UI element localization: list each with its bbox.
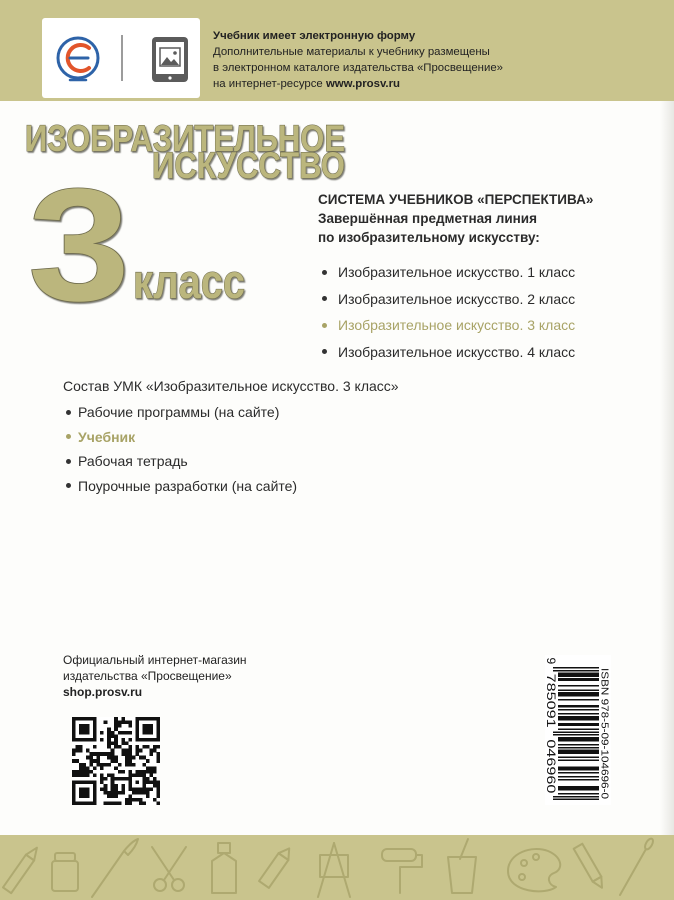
ebook-info-line-3-prefix: на интернет-ресурсе bbox=[213, 78, 323, 90]
bullet bbox=[66, 483, 71, 488]
palette-icon bbox=[508, 849, 560, 891]
list-item-label: Изобразительное искусство. 3 класс bbox=[338, 317, 576, 333]
barcode-bar bbox=[553, 796, 599, 797]
barcode-bar bbox=[558, 695, 599, 696]
series-block bbox=[318, 190, 658, 365]
barcode-bar bbox=[558, 772, 599, 773]
list-item bbox=[318, 339, 658, 366]
pencil-icon bbox=[3, 845, 41, 893]
barcode-bar bbox=[558, 779, 599, 780]
bullet bbox=[322, 323, 327, 328]
brush-icon bbox=[92, 839, 138, 897]
series-subheading-1: Завершённая предметная линия bbox=[318, 211, 537, 226]
barcode-bar bbox=[558, 674, 599, 675]
roller-icon bbox=[382, 849, 422, 893]
pencil-icon bbox=[574, 844, 607, 891]
logo-card bbox=[42, 18, 200, 98]
barcode-bar bbox=[558, 738, 599, 739]
barcode bbox=[545, 655, 611, 805]
barcode-bar bbox=[558, 768, 599, 769]
barcode-bar bbox=[558, 766, 599, 767]
barcode-bar bbox=[558, 751, 599, 752]
barcode-bar bbox=[558, 689, 599, 690]
cup-icon bbox=[448, 839, 476, 893]
barcode-bar bbox=[558, 692, 599, 693]
cover-edge-shadow bbox=[660, 101, 674, 835]
grade-word: класс bbox=[133, 256, 245, 309]
bullet bbox=[322, 349, 327, 354]
grade-number: 3 bbox=[28, 155, 130, 310]
barcode-bar bbox=[558, 719, 599, 720]
prosveshchenie-logo-icon bbox=[58, 38, 98, 80]
easel-icon bbox=[318, 843, 350, 897]
barcode-bar bbox=[558, 673, 599, 674]
barcode-bar bbox=[553, 731, 599, 732]
barcode-bar bbox=[558, 752, 599, 753]
ebook-info-line-1: Дополнительные материалы к учебнику размещены bbox=[213, 46, 490, 58]
barcode-bar bbox=[558, 694, 599, 695]
subject-title-line-1: ИЗОБРАЗИТЕЛЬНОЕ bbox=[25, 118, 345, 159]
scissors-icon bbox=[152, 847, 186, 891]
shop-line-2: издательства «Просвещение» bbox=[63, 669, 232, 683]
barcode-bar bbox=[553, 799, 599, 800]
list-item-label: Поурочные разработки (на сайте) bbox=[78, 477, 298, 494]
shop-info bbox=[63, 652, 247, 700]
list-item bbox=[318, 259, 658, 286]
barcode-bar bbox=[558, 757, 599, 758]
barcode-bar bbox=[558, 678, 599, 679]
barcode-bar bbox=[558, 709, 599, 710]
list-item-label: Учебник bbox=[78, 428, 136, 445]
barcode-bar bbox=[558, 717, 599, 718]
bullet bbox=[322, 296, 327, 301]
list-item bbox=[63, 425, 483, 450]
list-item bbox=[318, 312, 658, 339]
barcode-bar bbox=[553, 667, 599, 668]
barcode-bar bbox=[558, 776, 599, 777]
barcode-bar bbox=[558, 786, 599, 787]
brush-icon bbox=[620, 837, 655, 895]
series-list bbox=[318, 259, 658, 365]
shop-url: shop.prosv.ru bbox=[63, 685, 143, 699]
barcode-bar bbox=[558, 744, 599, 745]
isbn-text: ISBN 978-5-09-104696-0 bbox=[598, 668, 611, 786]
subject-title bbox=[0, 100, 360, 310]
barcode-bar bbox=[558, 729, 599, 730]
shop-line-1: Официальный интернет-магазин bbox=[63, 653, 247, 667]
series-subheading-2: по изобразительному искусству: bbox=[318, 230, 540, 245]
barcode-bar bbox=[558, 747, 599, 748]
barcode-bar bbox=[558, 740, 599, 741]
list-item-label: Изобразительное искусство. 1 класс bbox=[338, 264, 576, 280]
barcode-bar bbox=[558, 737, 599, 738]
bullet bbox=[66, 434, 71, 439]
kit-heading: Состав УМК «Изобразительное искусство. 3 класс» bbox=[63, 378, 399, 394]
barcode-left-group: 785091 bbox=[545, 673, 558, 714]
ebook-info bbox=[213, 28, 503, 92]
barcode-bar bbox=[558, 705, 599, 706]
list-item bbox=[318, 286, 658, 313]
barcode-bar bbox=[553, 734, 599, 735]
barcode-bar bbox=[558, 793, 599, 794]
tablet-icon bbox=[152, 37, 188, 82]
series-heading: СИСТЕМА УЧЕБНИКОВ «ПЕРСПЕКТИВА» bbox=[318, 192, 594, 207]
barcode-first-digit: 9 bbox=[545, 657, 558, 665]
bullet bbox=[66, 410, 71, 415]
barcode-bar bbox=[558, 680, 599, 681]
paint-jar-icon bbox=[52, 853, 78, 891]
logo-card-graphics bbox=[42, 18, 200, 98]
bottom-band bbox=[0, 835, 674, 900]
barcode-bar bbox=[558, 789, 599, 790]
ebook-info-line-2: в электронном каталоге издательства «Просвещение» bbox=[213, 62, 503, 74]
barcode-right-group: 046960 bbox=[545, 739, 558, 780]
subject-title-line-2: ИСКУССТВО bbox=[152, 145, 345, 186]
barcode-bar bbox=[558, 769, 599, 770]
list-item bbox=[63, 474, 483, 499]
barcode-bar bbox=[558, 675, 599, 676]
isbn-barcode bbox=[545, 655, 611, 805]
barcode-bar bbox=[553, 670, 599, 671]
barcode-bar bbox=[558, 787, 599, 788]
barcode-bar bbox=[558, 713, 599, 714]
kit-list bbox=[63, 400, 483, 498]
list-item-label: Рабочая тетрадь bbox=[78, 453, 188, 469]
barcode-bar bbox=[558, 750, 599, 751]
barcode-bar bbox=[558, 699, 599, 700]
list-item bbox=[63, 400, 483, 425]
barcode-bar bbox=[558, 716, 599, 717]
bullet bbox=[66, 459, 71, 464]
barcode-bar bbox=[558, 759, 599, 760]
qr-code-icon bbox=[72, 717, 160, 805]
barcode-bar bbox=[558, 685, 599, 686]
ebook-title: Учебник имеет электронную форму bbox=[213, 30, 416, 42]
list-item-label: Рабочие программы (на сайте) bbox=[78, 404, 280, 420]
list-item-label: Изобразительное искусство. 4 класс bbox=[338, 343, 576, 360]
paint-tube-icon bbox=[212, 843, 236, 893]
kit-block bbox=[63, 377, 483, 498]
barcode-bar bbox=[558, 723, 599, 724]
ebook-info-line-3 bbox=[213, 76, 503, 92]
list-item bbox=[63, 449, 483, 474]
bullet bbox=[322, 270, 327, 275]
barcode-bar bbox=[558, 724, 599, 725]
footer-pattern bbox=[0, 835, 674, 900]
crayon-icon bbox=[259, 845, 294, 888]
publisher-site-link: www.prosv.ru bbox=[325, 78, 400, 90]
barcode-bar bbox=[558, 706, 599, 707]
list-item-label: Изобразительное искусство. 2 класс bbox=[338, 290, 576, 307]
